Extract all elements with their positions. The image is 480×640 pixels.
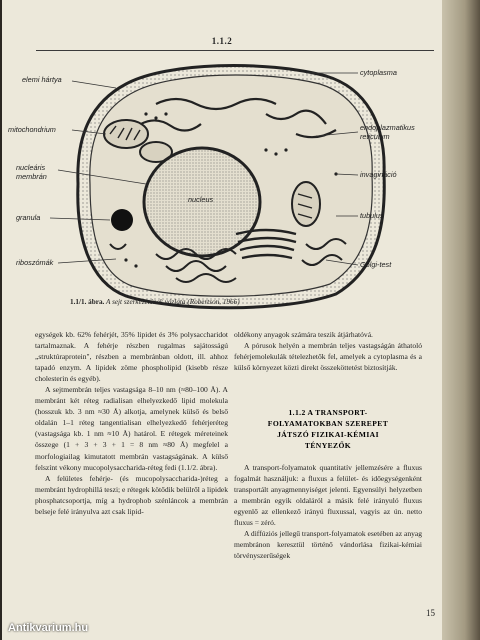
caption-text: A sejt szerkezetének vázlata (Robertson, 1966) [106,298,240,306]
book-page [2,0,476,640]
right-column-top [234,329,422,373]
left-column [35,329,228,517]
label-er-1: endoplazmatikus [360,123,415,132]
cell-diagram [6,54,442,316]
nucleus-label: nucleus [188,195,214,204]
label-er-2: reticulum [360,132,390,141]
right-paragraph-3: A transport-folyamatok quantitatív jellemzésére a fluxus fogalmát használjuk: a fluxus a felület- és időegységenként transportált anyagmennyiséget jelenti. Egyensúlyi helyzetben a membrán egyik oldaláról a másik felé irányuló fluxus egyenlő az ellenkező irányú fluxussal, vagyis az ún. netto fluxus = zéró. [234,463,422,528]
watermark: Antikvarium.hu [8,622,89,634]
label-cell-membrane: elemi hártya [22,75,62,84]
label-granule: granula [16,213,41,222]
right-paragraph-2: A pórusok helyén a membrán teljes vastagságán áthatoló fehérjemolekulák tételezhetők fel, amelyek a cytoplasma és a külső környezet közti direkt összeköttetést biztosítják. [234,341,422,373]
section-header: 1.1.2 [211,36,233,46]
right-paragraph-4: A diffúziós jellegű transport-folyamatok esetében az anyag membránon keresztül történő vándorlása fizikai-kémiai törvényszerűségek [234,529,422,561]
label-nuclear-membrane-2: membrán [16,172,47,181]
right-paragraph-1: oldékony anyagok számára teszik átjárhatóvá. [234,330,373,339]
section-heading [234,407,422,451]
heading-line-1: 1.1.2 A TRANSPORT- [288,408,368,417]
book-spine [442,0,480,640]
left-paragraph-3: A felületes fehérje- (és mucopolysaccharida-)réteg a membránt hydrophillá teszi; e rétegek kötődik belülről a lipidek phosphatcsoportja, míg a hydrophob szénláncok a membrán belseje felé irányulva azt csak lipid- [35,473,228,516]
left-paragraph-2: A sejtmembrán teljes vastagsága 8–10 nm (≈80–100 Å). A membránt két réteg radialisan elhelyezkedő lipid molekula (hosszuk kb. 3 nm ≈30 Å) alkotja, amelynek külső és belső oldalán 1–1 réteg tangentialisan elhelyezkedő fehérjeréteg (vastagsága kb. 1 nm ≈10 Å) határol. E rétegek méreteinek összege (1 + 3 + 3 + 1 = 8 nm ≈80 Å) megfelel a morfologiailag kimutatott membrán vastagságának. A külső felszínt vékony mucopolysaccharida-réteg fedi (1.1/2. ábra). [35,385,228,472]
figure-caption [70,298,430,306]
label-nuclear-membrane-1: nucleáris [16,163,46,172]
label-ribosomes: riboszómák [16,258,54,267]
caption-number: 1.1/1. ábra. [70,298,105,306]
label-cytoplasm: cytoplasma [360,68,397,77]
left-paragraph-1: egységek kb. 62% fehérjét, 35% lipidet és 3% polysaccharidot tartalmaznak. A fehérje részben rugalmas sajátosságú „struktúraprotein", részben a membránban oldott, ill. ahhoz tapadó enzym. A lipidek zöme phospholipid (kisebb része cholesterin és egyéb). [35,330,228,384]
granule [111,209,133,231]
label-invagination: invagináció [360,170,397,179]
label-tubule: tubulus [360,211,384,220]
heading-line-3: JÁTSZÓ FIZIKAI-KÉMIAI [277,430,379,439]
header-rule [36,50,434,51]
heading-line-4: TÉNYEZŐK [304,441,352,450]
heading-line-2: FOLYAMATOKBAN SZEREPET [267,419,389,428]
label-golgi: Golgi-test [360,260,392,269]
page-number: 15 [426,608,435,618]
right-column-bottom [234,462,422,561]
label-mitochondrion: mitochondrium [8,125,56,134]
